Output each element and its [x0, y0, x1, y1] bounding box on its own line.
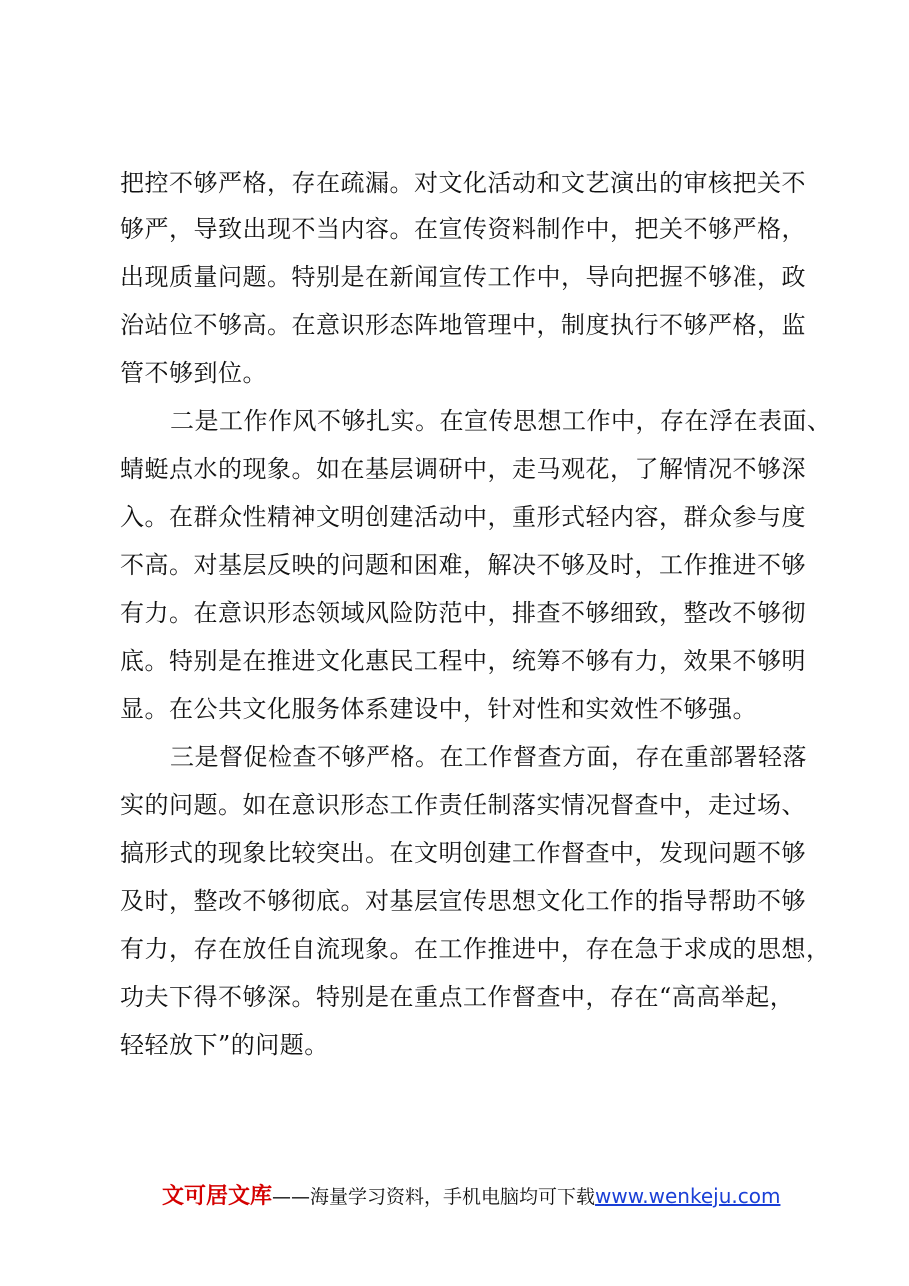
text-line: 出现质量问题。特别是在新闻宣传工作中，导向把握不够准，政 [120, 263, 806, 291]
text-line: 及时，整改不够彻底。对基层宣传思想文化工作的指导帮助不够 [120, 887, 806, 915]
text-line: 蜻蜓点水的现象。如在基层调研中，走马观花，了解情况不够深 [120, 455, 806, 483]
text-line: 有力，存在放任自流现象。在工作推进中，存在急于求成的思想， [120, 935, 831, 963]
text-line: 显。在公共文化服务体系建设中，针对性和实效性不够强。 [120, 695, 757, 723]
paragraph-start-line: 三是督促检查不够严格。在工作督查方面，存在重部署轻落 [170, 743, 807, 771]
footer-brand: 文可居文库 [162, 1184, 273, 1209]
text-line: 把控不够严格，存在疏漏。对文化活动和文艺演出的审核把关不 [120, 169, 806, 197]
text-line: 搞形式的现象比较突出。在文明创建工作督查中，发现问题不够 [120, 839, 806, 867]
text-line: 实的问题。如在意识形态工作责任制落实情况督查中，走过场、 [120, 791, 806, 819]
text-line: 底。特别是在推进文化惠民工程中，统筹不够有力，效果不够明 [120, 647, 806, 675]
paragraph-start-line: 二是工作作风不够扎实。在宣传思想工作中，存在浮在表面、 [170, 407, 832, 435]
footer-slogan: ——海量学习资料，手机电脑均可下载 [272, 1186, 596, 1208]
text-line: 轻轻放下”的问题。 [120, 1031, 329, 1059]
footer-banner [162, 1183, 780, 1210]
text-line: 不高。对基层反映的问题和困难，解决不够及时，工作推进不够 [120, 551, 806, 579]
footer-url-link[interactable]: www.wenkeju.com [595, 1184, 781, 1208]
text-line: 入。在群众性精神文明创建活动中，重形式轻内容，群众参与度 [120, 503, 806, 531]
text-line: 治站位不够高。在意识形态阵地管理中，制度执行不够严格，监 [120, 311, 806, 339]
text-line: 够严，导致出现不当内容。在宣传资料制作中，把关不够严格， [120, 215, 806, 243]
text-line: 有力。在意识形态领域风险防范中，排查不够细致，整改不够彻 [120, 599, 806, 627]
text-line: 管不够到位。 [120, 359, 267, 387]
text-line: 功夫下得不够深。特别是在重点工作督查中，存在“高高举起， [120, 983, 795, 1011]
